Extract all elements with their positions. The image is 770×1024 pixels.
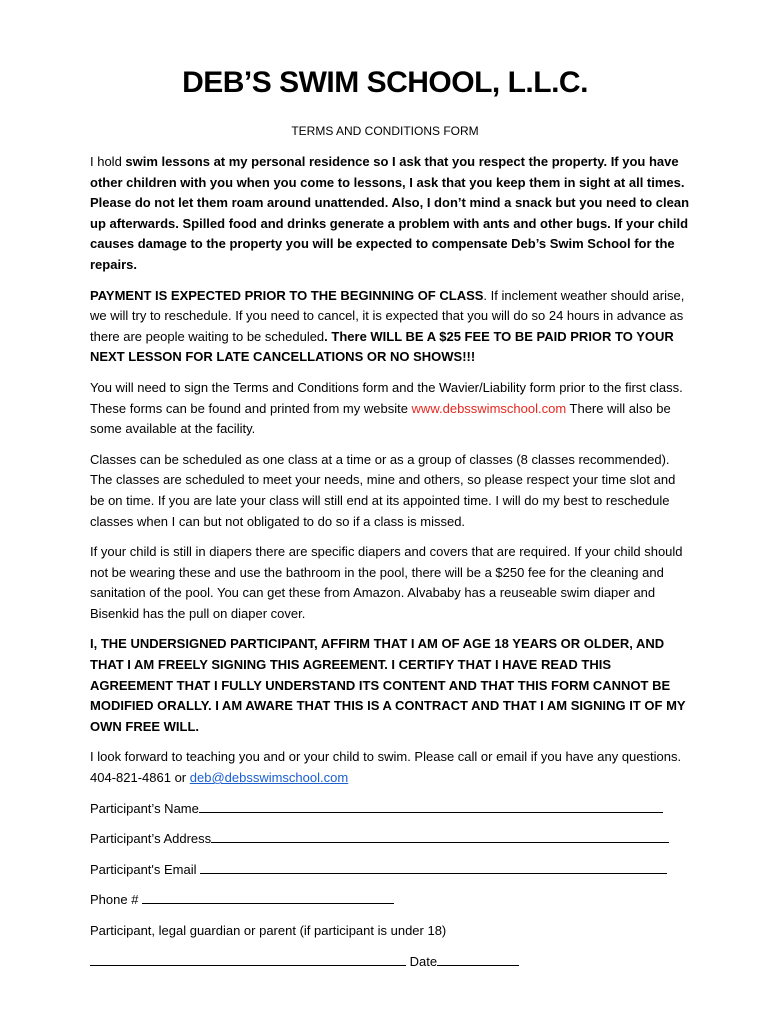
contact-paragraph	[90, 747, 690, 788]
scheduling-paragraph: Classes can be scheduled as one class at a time or as a group of classes (8 classes recommended). The classes are scheduled to meet your needs, mine and others, so please respect your time slot and be on time. If you are late your class will still end at its appointed time. I will do my best to reschedule classes when I can but not obligated to do so if a class is missed.	[90, 451, 676, 529]
participant-name-line[interactable]	[199, 799, 663, 813]
forms-availability-text: There will also be some available at the facility.	[90, 400, 671, 437]
phone-field	[90, 890, 690, 911]
signature-date-row	[90, 952, 690, 973]
phone-line[interactable]	[142, 890, 394, 904]
guardian-field	[90, 921, 690, 942]
form-subtitle: TERMS AND CONDITIONS FORM	[291, 124, 479, 138]
participant-email-line[interactable]	[200, 860, 667, 874]
participant-email-field	[90, 860, 690, 881]
forms-paragraph	[90, 378, 690, 440]
payment-heading-text: PAYMENT IS EXPECTED PRIOR TO THE BEGINNING OF CLASS	[90, 287, 484, 303]
affirmation-paragraph: I, THE UNDERSIGNED PARTICIPANT, AFFIRM THAT I AM OF AGE 18 YEARS OR OLDER, AND THAT I AM FREELY SIGNING THIS AGREEMENT. I CERTIFY THAT I HAVE READ THIS AGREEMENT THAT I FULLY UNDERSTAND ITS CONTENT AND THAT THIS FORM CANNOT BE MODIFIED ORALLY. I AM AWARE THAT THIS IS A CONTRACT AND THAT I AM SIGNING IT OF MY OWN FREE WILL.	[90, 636, 686, 734]
website-link[interactable]: www.debsswimschool.com	[411, 400, 567, 416]
date-line[interactable]	[437, 952, 519, 966]
late-fee-text: . There WILL BE A $25 FEE TO BE PAID PRIOR TO YOUR NEXT LESSON FOR LATE CANCELLATIONS OR NO SHOWS!!!	[90, 328, 674, 365]
property-paragraph	[90, 152, 690, 276]
payment-paragraph	[90, 286, 690, 368]
cancellation-text: . If inclement weather should arise, we will try to reschedule. If you need to cancel, it is expected that you will do so 24 hours in advance as there are people waiting to be scheduled	[90, 287, 685, 344]
guardian-label: Participant, legal guardian or parent (if participant is under 18)	[90, 923, 447, 938]
forms-intro-text: You will need to sign the Terms and Conditions form and the Wavier/Liability form prior to the first class. These forms can be found and printed from my website	[90, 379, 683, 416]
participant-name-field	[90, 799, 690, 820]
property-rules-text: swim lessons at my personal residence so I ask that you respect the property. If you have other children with you when you come to lessons, I ask that you keep them in sight at all times. Please do not let them roam around unattended. Also, I don’t mind a snack but you need to clean up afterwards. Spilled food and drinks generate a problem with ants and other bugs. If your child causes damage to the property you will be expected to compensate Deb’s Swim School for the repairs.	[90, 154, 690, 272]
contact-text: I look forward to teaching you and or your child to swim. Please call or email if you have any questions. 404-821-4861 or	[90, 749, 682, 786]
document-body	[90, 152, 690, 972]
participant-email-label: Participant's Email	[90, 861, 201, 877]
participant-address-label: Participant’s Address	[90, 831, 212, 847]
signature-line[interactable]	[90, 952, 406, 966]
email-link[interactable]: deb@debsswimschool.com	[189, 770, 349, 786]
participant-name-label: Participant’s Name	[90, 800, 199, 816]
participant-address-field	[90, 829, 690, 850]
date-label: Date	[406, 953, 438, 969]
phone-label: Phone #	[90, 892, 143, 908]
diapers-paragraph: If your child is still in diapers there are specific diapers and covers that are required. If your child should not be wearing these and use the bathroom in the pool, there will be a $250 fee for the cleaning and sanitation of the pool. You can get these from Amazon. Alvababy has a reuseable swim diaper and Bisenkid has the pull on diaper cover.	[90, 544, 683, 621]
participant-address-line[interactable]	[211, 829, 669, 843]
property-intro-text: I hold	[90, 154, 126, 169]
document-title: DEB’S SWIM SCHOOL, L.L.C.	[182, 66, 588, 99]
